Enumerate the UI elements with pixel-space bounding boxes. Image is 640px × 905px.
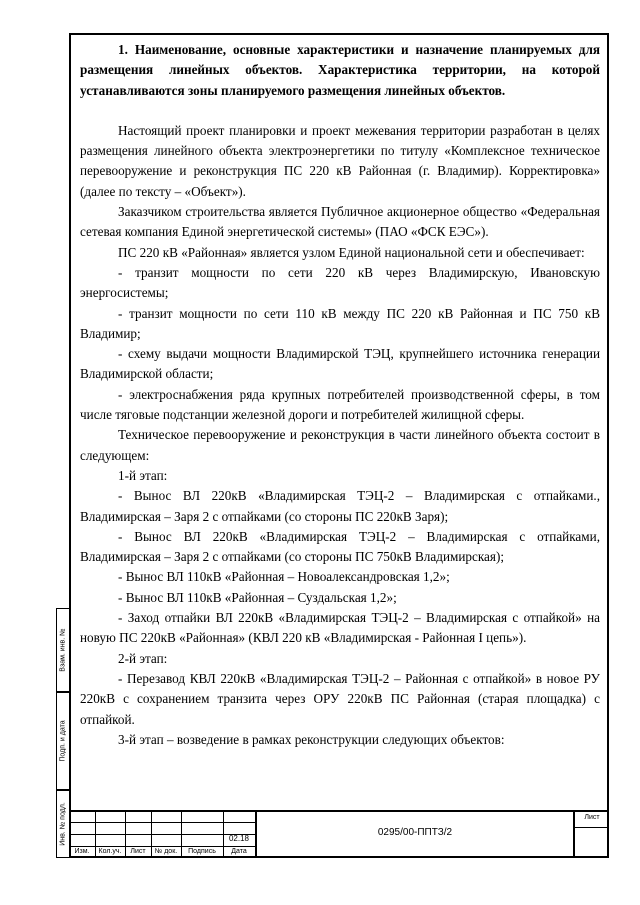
paragraph: Заказчиком строительства является Публичное акционерное общество «Федеральная сетевая компания Единой энергетической системы» (ПАО «ФСК ЕЭС»). [80,204,600,240]
stamp-col-podpis: Подпись [188,848,216,855]
list-item: - Заход отпайки ВЛ 220кВ «Владимирская ТЭЦ-2 – Владимирская с отпайкой» на новую ПС 220кВ «Районная» (КВЛ 220 кВ «Владимирская - Районная I цепь»). [80,610,600,646]
document-body [80,40,600,750]
document-code: 0295/00-ППТЗ/2 [377,827,453,838]
sidebar-cell-inv [56,790,69,858]
stamp-col-koluch: Кол.уч. [98,848,122,855]
paragraph: Техническое перевооружение и реконструкция в части линейного объекта состоит в следующем: [80,427,600,463]
stamp-rule [69,846,255,847]
left-margin-stamp [56,608,69,858]
sidebar-label-inv: Инв. № подл. [59,802,67,846]
list-item: - транзит мощности по сети 220 кВ через Владимирскую, Ивановскую энергосистемы; [80,264,600,301]
sidebar-label-vzam: Взам. инв. № [59,628,67,672]
stamp-col-ndok: № док. [154,848,178,855]
stamp-col-data: Дата [231,848,247,855]
stamp-col-list: Лист [130,848,146,855]
sheet-label: Лист [584,814,600,821]
title-block [69,810,609,858]
stamp-col-izm: Изм. [74,848,90,855]
paragraph: Настоящий проект планировки и проект межевания территории разработан в целях размещения линейного объекта электроэнергетики по титулу «Комплексное техническое перевооружение и реконструкция ПС 220 кВ Районная (г. Владимир). Корректировка» (далее по тексту – «Объект»). [80,122,600,199]
stamp-date: 02.18 [228,834,250,843]
list-item: - Перезавод КВЛ 220кВ «Владимирская ТЭЦ-2 – Районная с отпайкой» в новое РУ 220кВ с сохранением транзита через ОРУ 220кВ ПС Районная (старая площадка) с отпайкой. [80,670,600,727]
stage-label: 2-й этап: [118,650,168,666]
list-item: - Вынос ВЛ 110кВ «Районная – Новоалександровская 1,2»; [118,569,450,585]
list-item: - схему выдачи мощности Владимирской ТЭЦ, крупнейшего источника генерации Владимирской области; [80,346,600,382]
list-item: - Вынос ВЛ 220кВ «Владимирская ТЭЦ-2 – Владимирская с отпайками, Владимирская – Заря 2 с отпайками (со стороны ПС 750кВ Владимирская); [80,528,600,565]
paragraph: 3-й этап – возведение в рамках реконструкции следующих объектов: [118,731,505,747]
stamp-rule [573,827,609,828]
stage-label: 1-й этап: [118,467,168,483]
stamp-rule [69,822,255,823]
list-item: - электроснабжения ряда крупных потребителей производственной сферы, в том числе тяговые подстанции железной дороги и потребителей жилищной сферы. [80,386,600,423]
paragraph: ПС 220 кВ «Районная» является узлом Единой национальной сети и обеспечивает: [118,244,585,260]
list-item: - Вынос ВЛ 110кВ «Районная – Суздальская 1,2»; [118,589,397,605]
section-heading: 1. Наименование, основные характеристики и назначение планируемых для размещения линейных объектов. Характеристика территории, на которой устанавливаются зоны планируемого размещения линейных объектов. [80,42,600,98]
sidebar-cell-vzam [56,608,69,692]
stamp-rule [69,810,609,812]
list-item: - транзит мощности по сети 110 кВ между ПС 220 кВ Районная и ПС 750 кВ Владимир; [80,305,600,341]
sidebar-cell-podp [56,692,69,790]
list-item: - Вынос ВЛ 220кВ «Владимирская ТЭЦ-2 – Владимирская с отпайками., Владимирская – Заря 2 с отпайками (со стороны ПС 220кВ Заря); [80,488,600,524]
sidebar-label-podp: Подп. и дата [59,720,67,762]
